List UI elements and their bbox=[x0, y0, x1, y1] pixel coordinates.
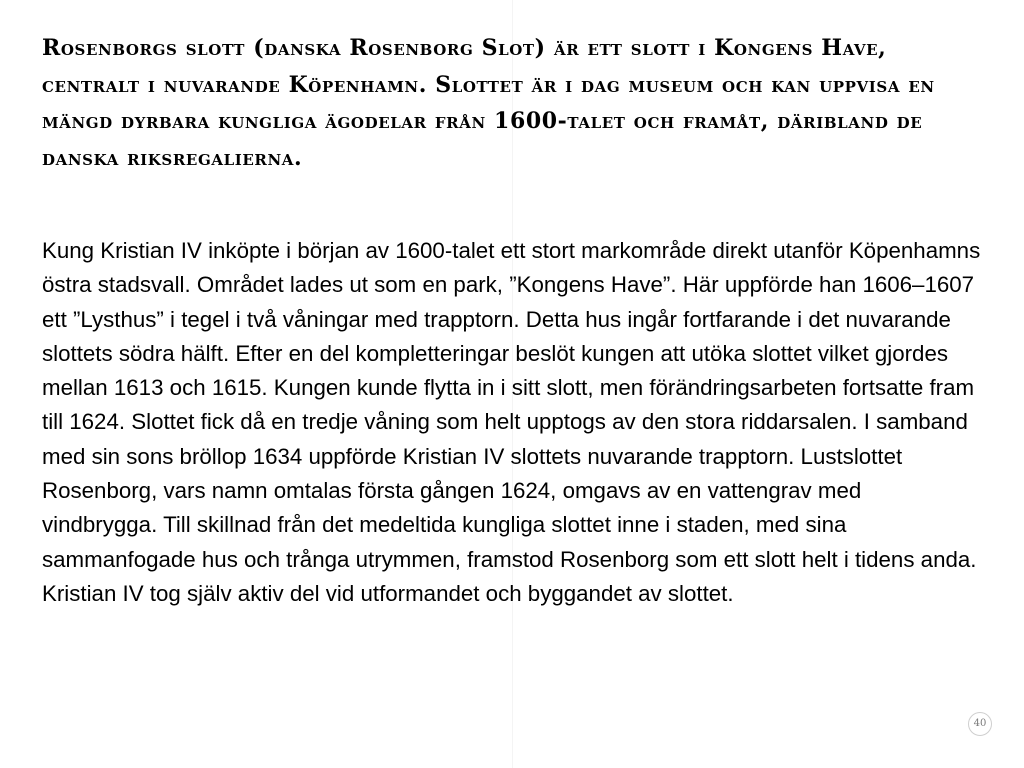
body-paragraph: Kung Kristian IV inköpte i början av 1600-talet ett stort markområde direkt utanför Köpenhamns östra stadsvall. Området lades ut som en park, ”Kongens Have”. Här uppförde han 1606–1607 ett ”Lysthus” i tegel i två våningar med trapptorn. Detta hus ingår fortfarande i det nuvarande slottets södra hälft. Efter en del kompletteringar beslöt kungen att utöka slottet vilket gjordes mellan 1613 och 1615. Kungen kunde flytta in i sitt slott, men förändringsarbeten fortsatte fram till 1624. Slottet fick då en tredje våning som helt upptogs av den stora riddarsalen. I samband med sin sons bröllop 1634 uppförde Kristian IV slottets nuvarande trapptorn. Lustslottet Rosenborg, vars namn omtalas första gången 1624, omgavs av en vattengrav med vindbrygga. Till skillnad från det medeltida kungliga slottet inne i staden, med sina sammanfogade hus och trånga utrymmen, framstod Rosenborg som ett slott helt i tidens anda. Kristian IV tog själv aktiv del vid utformandet och byggandet av slottet. bbox=[42, 238, 981, 606]
page-number-badge: 40 bbox=[968, 712, 992, 736]
lead-paragraph: Rosenborgs slott (danska Rosenborg Slot) är ett slott i Kongens Have, centralt i nuvarande Köpenhamn. Slottet är i dag museum och kan uppvisa en mängd dyrbara kungliga ägodelar från 1600-talet och framåt, däribland de danska riksregalierna. bbox=[42, 35, 935, 171]
